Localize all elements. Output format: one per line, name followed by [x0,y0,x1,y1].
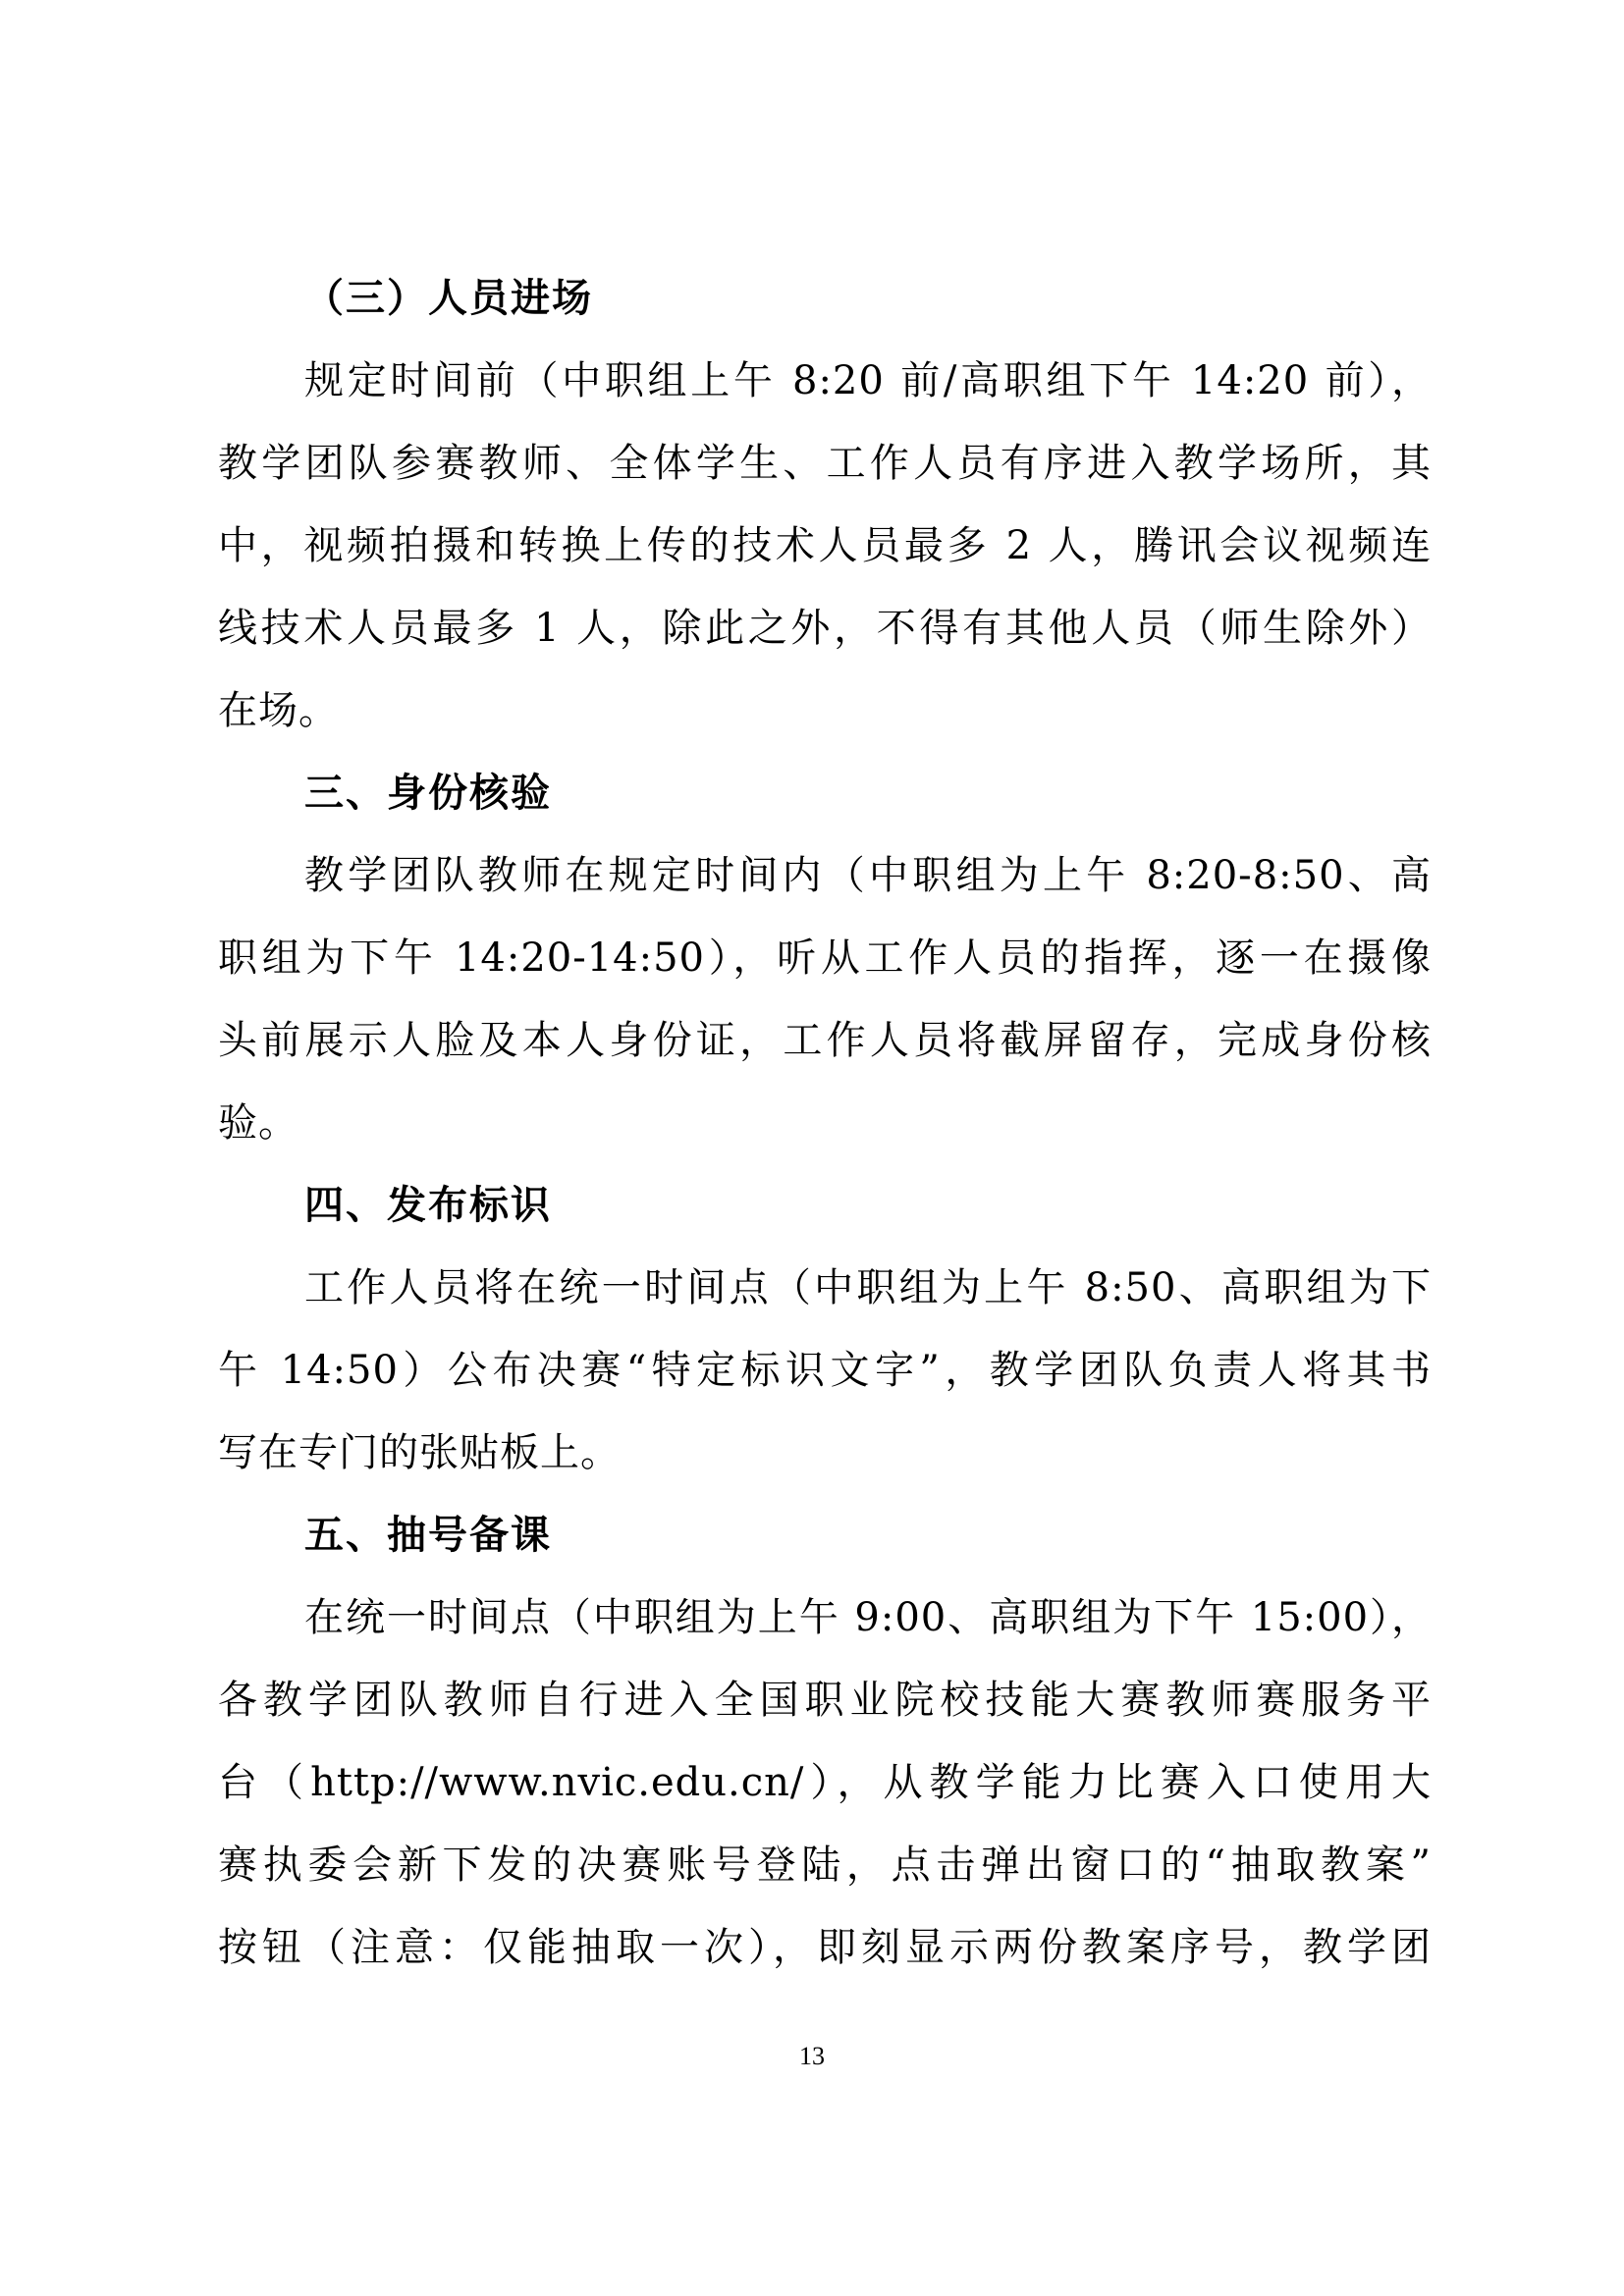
page-content [218,257,1432,1989]
paragraph-line: 教学团队参赛教师、全体学生、工作人员有序进入教学场所，其 [218,441,1432,486]
paragraph-line: 中，视频拍摄和转换上传的技术人员最多 2 人，腾讯会议视频连 [218,523,1432,568]
paragraph-line: 在统一时间点（中职组为上午 9:00、高职组为下午 15:00）， [304,1595,1432,1640]
paragraph-line: 写在专门的张贴板上。 [218,1430,621,1475]
section-heading-personnel-entry: （三）人员进场 [304,276,593,321]
page-number: 13 [799,2042,825,2070]
paragraph-line: 头前展示人脸及本人身份证，工作人员将截屏留存，完成身份核 [218,1018,1432,1063]
paragraph-line: 按钮（注意：仅能抽取一次），即刻显示两份教案序号，教学团 [218,1925,1432,1970]
paragraph-line: 规定时间前（中职组上午 8:20 前/高职组下午 14:20 前）， [304,358,1432,403]
section-heading-publish-identifier: 四、发布标识 [304,1183,552,1228]
paragraph-line: 工作人员将在统一时间点（中职组为上午 8:50、高职组为下 [304,1265,1432,1310]
paragraph-line: 职组为下午 14:20-14:50），听从工作人员的指挥，逐一在摄像 [218,935,1432,981]
paragraph-line: 午 14:50）公布决赛“特定标识文字”，教学团队负责人将其书 [218,1348,1432,1393]
paragraph-line: 教学团队教师在规定时间内（中职组为上午 8:20-8:50、高 [304,853,1432,898]
paragraph-line: 赛执委会新下发的决赛账号登陆，点击弹出窗口的“抽取教案” [218,1842,1432,1888]
paragraph-line: 线技术人员最多 1 人，除此之外，不得有其他人员（师生除外） [218,606,1432,651]
paragraph-line: 在场。 [218,688,339,733]
section-heading-draw-and-prepare: 五、抽号备课 [304,1513,552,1558]
paragraph-line: 各教学团队教师自行进入全国职业院校技能大赛教师赛服务平 [218,1678,1432,1723]
paragraph-line-with-url: 台（http://www.nvic.edu.cn/），从教学能力比赛入口使用大 [218,1760,1432,1805]
paragraph-line: 验。 [218,1100,298,1146]
section-heading-identity-verification: 三、身份核验 [304,771,552,816]
